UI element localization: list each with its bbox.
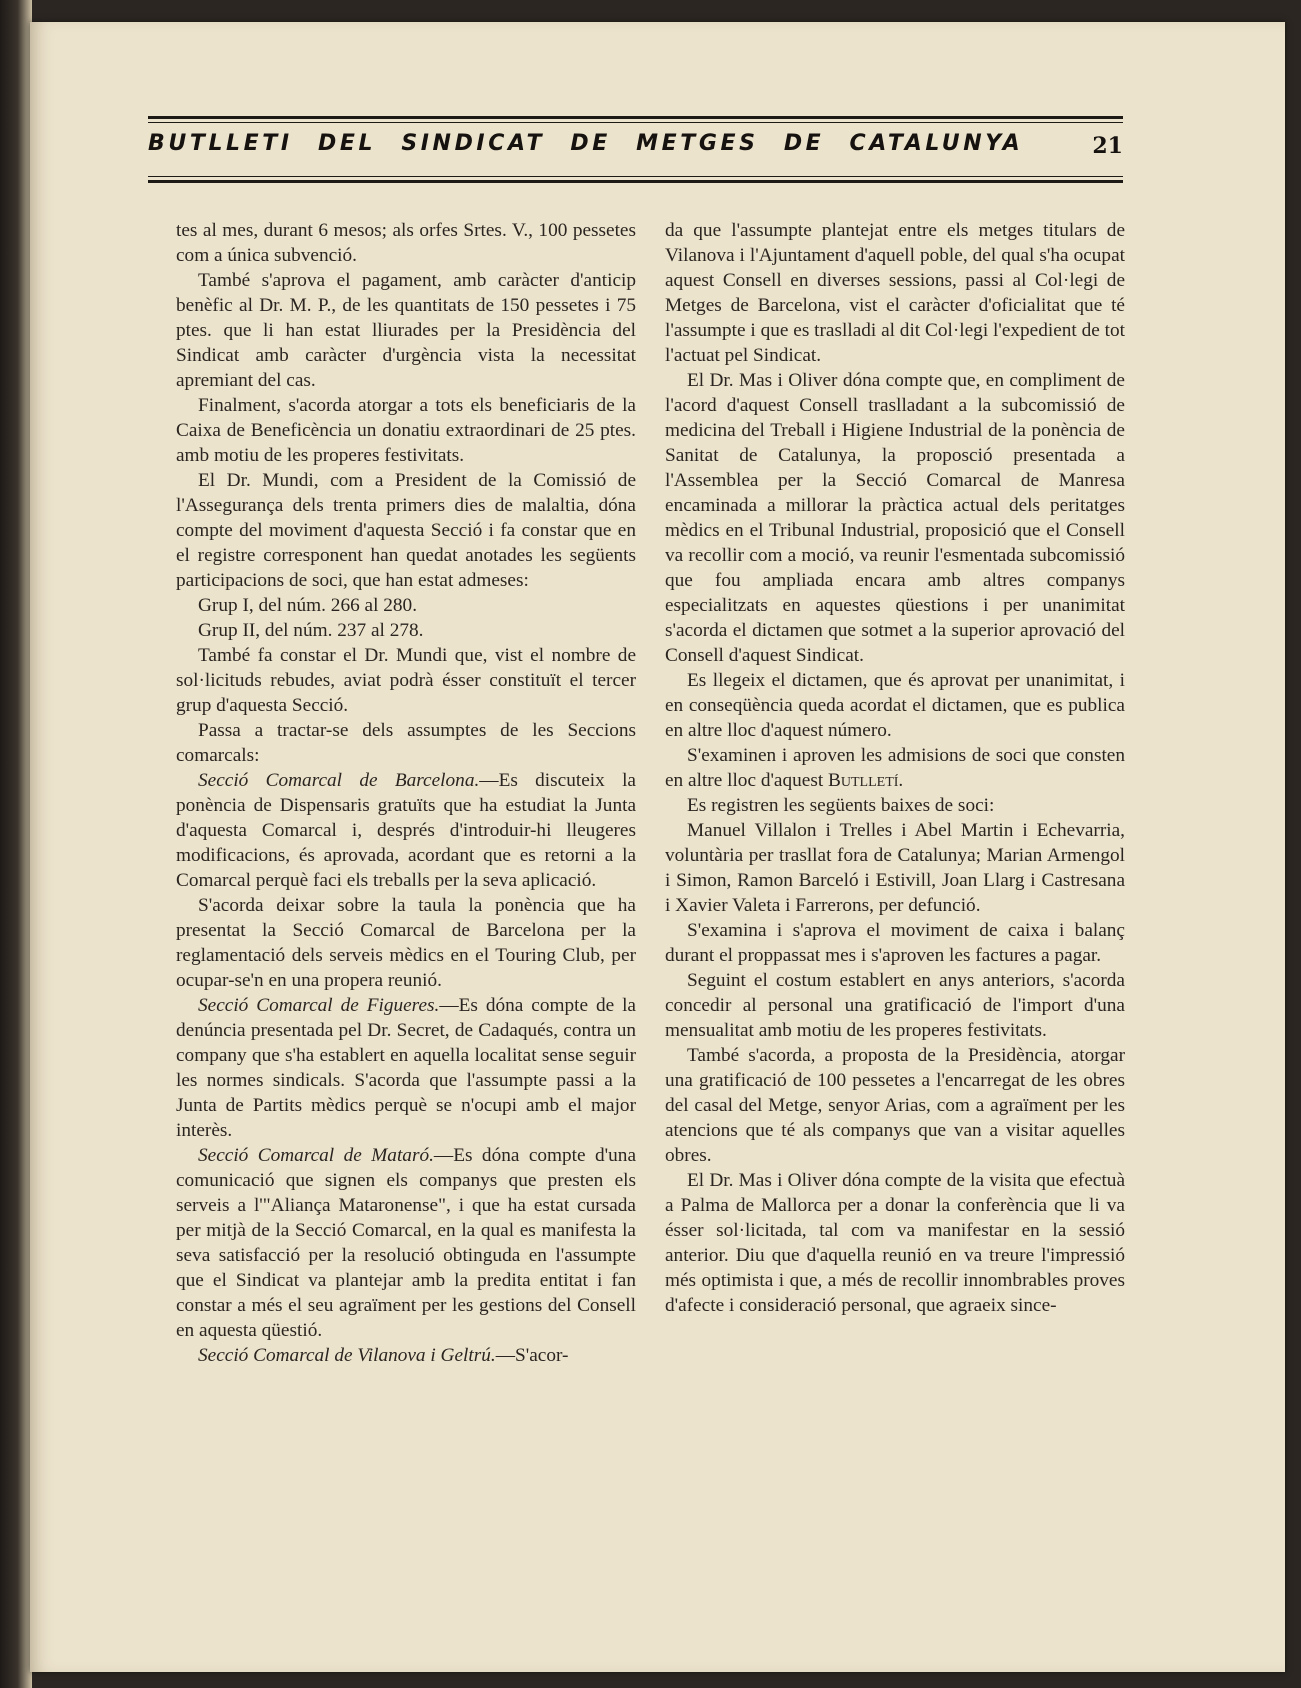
paragraph: El Dr. Mas i Oliver dóna compte que, en compliment de l'acord d'aquest Consell traslladant a la subcomissió de medicina del Treball i Higiene Industrial de la ponència de Sanitat de Catalunya, la proposció presentada a l'Assemblea per la Secció Comarcal de Manresa encaminada a millorar la pràctica actual dels peritatges mèdics en el Tribunal Industrial, proposició que el Consell va recollir com a moció, va reunir l'esmentada subcomissió que fou ampliada encara amb altres companys especialitzats en aquestes qüestions i per unanimitat s'acorda el dictamen que sotmet a la superior aprovació del Consell d'aquest Sindicat. [665, 370, 1125, 666]
header-rule [148, 176, 1123, 177]
paragraph-text: . [898, 770, 904, 791]
section-heading: Secció Comarcal de Barcelona. [198, 770, 480, 791]
page-number: 21 [1092, 133, 1123, 159]
paragraph-text: —Es dóna compte d'una comunicació que signen els companys que presten els serveis a l'"Aliança Mataronense", i que ha estat cursada per mitjà de la Secció Comarcal, en la qual es manifesta la seva satisfacció per la resolució obtinguda en l'assumpte que el Sindicat va plantejar amb la predita entitat i fan constar a més el seu agraïment per les gestions del Consell en aquesta qüestió. [176, 1145, 636, 1341]
journal-title: BUTLLETI DEL SINDICAT DE METGES DE CATALUNYA [148, 131, 1024, 156]
paragraph [176, 1343, 636, 1368]
paragraph: S'examina i s'aprova el moviment de caixa i balanç durant el proppassat mes i s'aproven les factures a pagar. [665, 920, 1125, 966]
journal-name: Butlletí [828, 770, 899, 791]
paragraph [176, 1143, 636, 1343]
paragraph: Es llegeix el dictamen, que és aprovat per unanimitat, i en conseqüència queda acordat el dictamen, que es publica en altre lloc d'aquest número. [665, 670, 1125, 741]
paragraph-text: S'examinen i aproven les admisions de soci que consten en altre lloc d'aquest [665, 745, 1125, 791]
paragraph: da que l'assumpte plantejat entre els metges titulars de Vilanova i l'Ajuntament d'aquell poble, del qual s'ha ocupat aquest Consell en diverses sessions, passi al Col·legi de Metges de Barcelona, vist el caràcter d'oficialitat que té l'assumpte i que es traslladi al dit Col·legi l'expedient de tot l'actuat pel Sindicat. [665, 220, 1125, 366]
paragraph: Finalment, s'acorda atorgar a tots els beneficiaris de la Caixa de Beneficència un donatiu extraordinari de 25 ptes. amb motiu de les properes festivitats. [176, 395, 636, 466]
section-heading: Secció Comarcal de Mataró. [198, 1145, 434, 1166]
header-rule [148, 116, 1123, 119]
paragraph: Manuel Villalon i Trelles i Abel Martin i Echevarria, voluntària per trasllat fora de Catalunya; Marian Armengol i Simon, Ramon Barceló i Estivill, Joan Llarg i Castresana i Xavier Valeta i Farrerons, per defunció. [665, 820, 1125, 916]
running-header [148, 116, 1123, 194]
paragraph: També fa constar el Dr. Mundi que, vist el nombre de sol·licituds rebudes, aviat podrà ésser constituït el tercer grup d'aquesta Secció. [176, 645, 636, 716]
paragraph: Seguint el costum establert en anys anteriors, s'acorda concedir al personal una gratificació de l'import d'una mensualitat amb motiu de les properes festivitats. [665, 970, 1125, 1041]
paragraph: S'acorda deixar sobre la taula la ponència que ha presentat la Secció Comarcal de Barcelona per la reglamentació dels serveis mèdics en el Touring Club, per ocupar-se'n en una propera reunió. [176, 895, 636, 991]
paragraph [176, 768, 636, 893]
header-rule [148, 180, 1123, 183]
paragraph: També s'aprova el pagament, amb caràcter d'anticip benèfic al Dr. M. P., de les quantitats de 150 pessetes i 75 ptes. que li han estat lliurades per la Presidència del Sindicat amb caràcter d'urgència vista la necessitat apremiant del cas. [176, 270, 636, 391]
paragraph: tes al mes, durant 6 mesos; als orfes Srtes. V., 100 pessetes com a única subvenció. [176, 220, 636, 266]
paragraph: Passa a tractar-se dels assumptes de les Seccions comarcals: [176, 720, 636, 766]
book-binding [0, 0, 32, 1688]
section-heading: Secció Comarcal de Vilanova i Geltrú. [198, 1345, 496, 1366]
paragraph: El Dr. Mas i Oliver dóna compte de la visita que efectuà a Palma de Mallorca per a donar la conferència que li va ésser sol·licitada, tal com va manifestar en la sessió anterior. Diu que d'aquella reunió en va treure l'impressió més optimista i que, a més de recollir innombrables proves d'afecte i consideració personal, que agraeix since- [665, 1170, 1125, 1316]
section-heading: Secció Comarcal de Figueres. [198, 995, 440, 1016]
paragraph: Grup I, del núm. 266 al 280. [198, 595, 418, 616]
paragraph-text: —Es discuteix la ponència de Dispensaris gratuïts que ha estudiat la Junta d'aquesta Comarcal i, després d'introduir-hi lleugeres modificacions, és aprovada, acordant que es retorni a la Comarcal perquè faci els treballs per la seva aplicació. [176, 770, 636, 891]
header-rule [148, 122, 1123, 123]
paragraph: El Dr. Mundi, com a President de la Comissió de l'Assegurança dels trenta primers dies de malaltia, dóna compte del moviment d'aquesta Secció i fa constar que en el registre corresponent han quedat anotades les següents participacions de soci, que han estat admeses: [176, 470, 636, 591]
paragraph-text: —S'acor- [495, 1345, 569, 1366]
paragraph [176, 993, 636, 1143]
right-column [665, 218, 1125, 1318]
paragraph: Es registren les següents baixes de soci: [687, 795, 995, 816]
paragraph-text: —Es dóna compte de la denúncia presentada pel Dr. Secret, de Cadaqués, contra un company que s'ha establert en aquella localitat sense seguir les normes sindicals. S'acorda que l'assumpte passi a la Junta de Partits mèdics perquè se n'ocupi amb el major interès. [176, 995, 636, 1141]
paragraph: Grup II, del núm. 237 al 278. [198, 620, 424, 641]
paragraph [665, 743, 1125, 793]
paragraph: També s'acorda, a proposta de la Presidència, atorgar una gratificació de 100 pessetes a l'encarregat de les obres del casal del Metge, senyor Arias, com a agraïment per les atencions que té als companys que van a visitar aquelles obres. [665, 1045, 1125, 1166]
left-column [176, 218, 636, 1368]
